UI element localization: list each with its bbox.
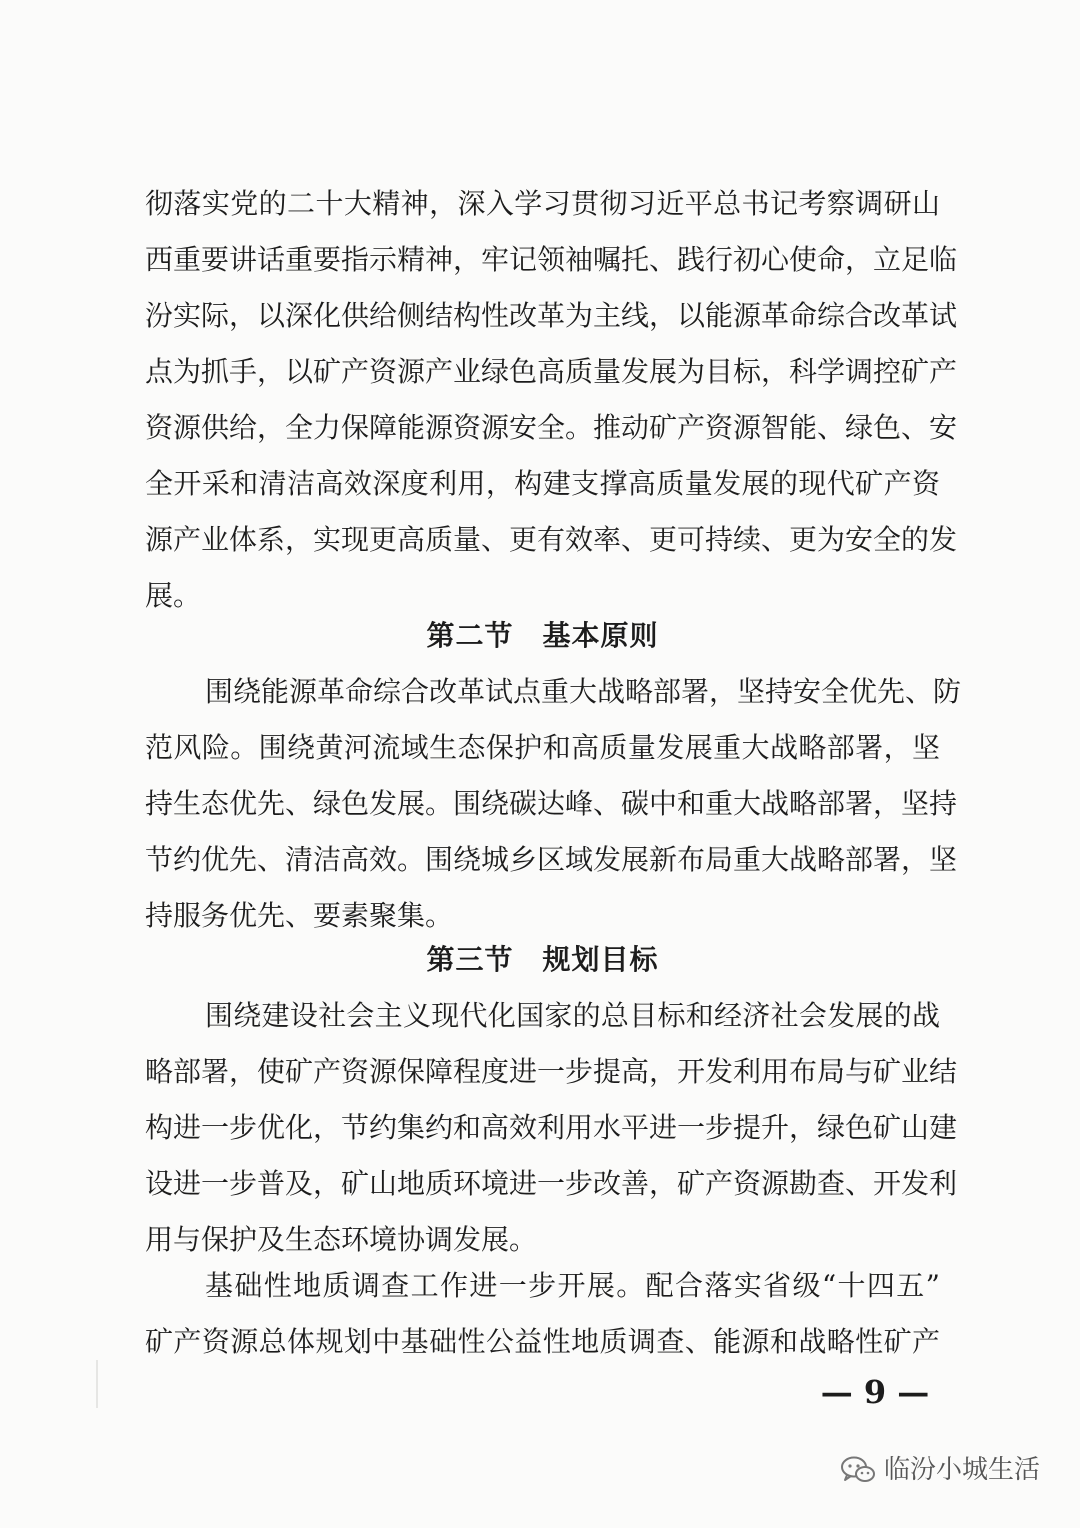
paragraph-intro: [145, 176, 958, 624]
text-line: 围绕建设社会主义现代化国家的总目标和经济社会发展的战: [205, 999, 940, 1032]
text-line: 展。: [145, 579, 202, 612]
text-line: 汾实际，以深化供给侧结构性改革为主线，以能源革命综合改革试: [145, 299, 958, 332]
text-line: 范风险。围绕黄河流域生态保护和高质量发展重大战略部署，坚: [145, 731, 940, 764]
text-line: 设进一步普及，矿山地质环境进一步改善，矿产资源勘查、开发利: [145, 1167, 958, 1200]
text-line: 源产业体系，实现更高质量、更有效率、更可持续、更为安全的发: [145, 523, 958, 556]
section-heading: 第二节 基本原则: [426, 619, 659, 652]
text-line: 西重要讲话重要指示精神，牢记领袖嘱托、践行初心使命，立足临: [145, 243, 958, 276]
text-line: 围绕能源革命综合改革试点重大战略部署，坚持安全优先、防: [205, 675, 962, 708]
text-line: 持服务优先、要素聚集。: [145, 899, 454, 932]
section-heading: 第三节 规划目标: [426, 943, 659, 976]
scan-edge-mark: [96, 1360, 98, 1408]
text-line: 彻落实党的二十大精神，深入学习贯彻习近平总书记考察调研山: [145, 187, 940, 220]
section-basic-principles: [145, 608, 962, 944]
watermark-text: 临汾小城生活: [884, 1455, 1041, 1485]
section-planning-goals: [145, 932, 958, 1268]
text-line: 矿产资源总体规划中基础性公益性地质调查、能源和战略性矿产: [145, 1325, 940, 1358]
text-line: 基础性地质调查工作进一步开展。配合落实省级“十四五”: [205, 1269, 940, 1302]
page-number: — 9 —: [820, 1373, 930, 1411]
text-line: 持生态优先、绿色发展。围绕碳达峰、碳中和重大战略部署，坚持: [145, 787, 958, 820]
text-line: 略部署，使矿产资源保障程度进一步提高，开发利用布局与矿业结: [145, 1055, 958, 1088]
text-line: 资源供给，全力保障能源资源安全。推动矿产资源智能、绿色、安: [145, 411, 958, 444]
account-watermark: [840, 1450, 1040, 1490]
text-line: 节约优先、清洁高效。围绕城乡区域发展新布局重大战略部署，坚: [145, 843, 958, 876]
text-line: 全开采和清洁高效深度利用，构建支撑高质量发展的现代矿产资: [145, 467, 940, 500]
text-line: 构进一步优化，节约集约和高效利用水平进一步提升，绿色矿山建: [145, 1111, 958, 1144]
text-line: 用与保护及生态环境协调发展。: [145, 1223, 538, 1256]
paragraph-geological-survey: [145, 1258, 940, 1370]
text-line: 点为抓手，以矿产资源产业绿色高质量发展为目标，科学调控矿产: [145, 355, 958, 388]
wechat-icon: [840, 1455, 876, 1485]
